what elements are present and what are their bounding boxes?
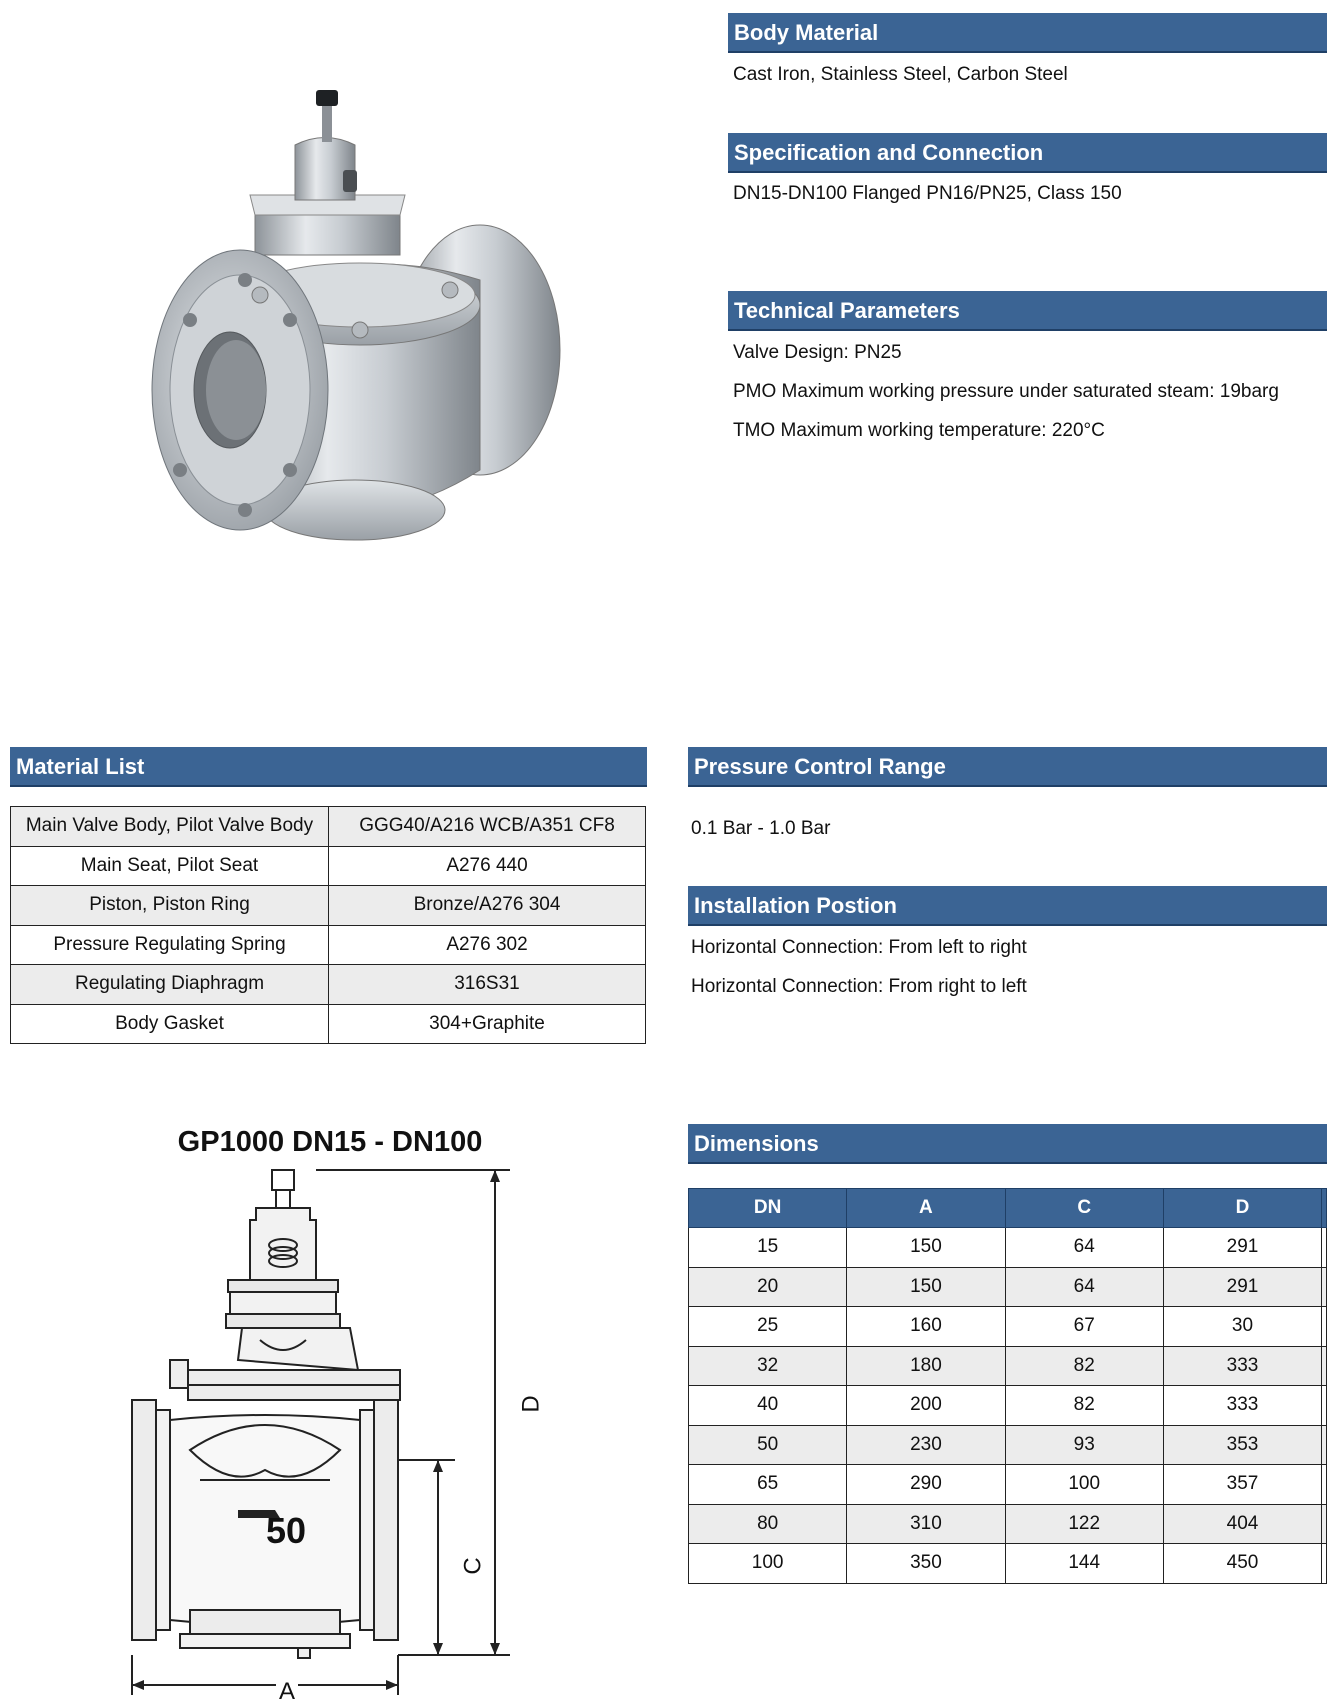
dimension-label-c: C xyxy=(460,1554,488,1577)
dimensions-cell: 122 xyxy=(1005,1504,1163,1544)
technical-line: PMO Maximum working pressure under saturated steam: 19barg xyxy=(733,381,1279,402)
dimensions-cell: 32 xyxy=(689,1346,847,1386)
dimensions-cell: 150 xyxy=(847,1228,1005,1268)
dimensions-column-header: D xyxy=(1163,1189,1321,1228)
dimensions-cell: 50 xyxy=(689,1425,847,1465)
dimensions-cell: 333 xyxy=(1163,1386,1321,1426)
dimensions-cell: 67 xyxy=(1005,1307,1163,1347)
dimension-label-a: A xyxy=(276,1678,298,1706)
material-value: Bronze/A276 304 xyxy=(329,886,646,926)
material-value: GGG40/A216 WCB/A351 CF8 xyxy=(329,807,646,847)
dimensions-cell: 144 xyxy=(1005,1544,1163,1584)
dimensions-row xyxy=(689,1228,1327,1268)
dimensions-cell: 100 xyxy=(1005,1465,1163,1505)
dimensions-cell: 150 xyxy=(847,1267,1005,1307)
dimensions-cell xyxy=(1322,1386,1327,1426)
dimensions-cell: 160 xyxy=(847,1307,1005,1347)
material-list-header: Material List xyxy=(10,747,647,787)
material-part: Main Valve Body, Pilot Valve Body xyxy=(11,807,329,847)
dimensions-cell: 357 xyxy=(1163,1465,1321,1505)
material-part: Main Seat, Pilot Seat xyxy=(11,846,329,886)
dimensions-cell: 230 xyxy=(847,1425,1005,1465)
pressure-range-text: 0.1 Bar - 1.0 Bar xyxy=(691,818,831,839)
dimensions-row xyxy=(689,1267,1327,1307)
installation-line: Horizontal Connection: From left to right xyxy=(691,937,1027,958)
dimensions-row xyxy=(689,1307,1327,1347)
dimensions-row xyxy=(689,1346,1327,1386)
material-value: 304+Graphite xyxy=(329,1004,646,1044)
dimensions-column-header: DN xyxy=(689,1189,847,1228)
dimensions-cell: 40 xyxy=(689,1386,847,1426)
dimensions-row xyxy=(689,1425,1327,1465)
dimensions-column-header: C xyxy=(1005,1189,1163,1228)
drawing-body-number: 50 xyxy=(266,1510,307,1551)
installation-line: Horizontal Connection: From right to left xyxy=(691,976,1027,997)
body-material-text: Cast Iron, Stainless Steel, Carbon Steel xyxy=(733,64,1068,85)
dimensions-cell: 333 xyxy=(1163,1346,1321,1386)
material-row xyxy=(11,846,646,886)
dimensions-cell: 65 xyxy=(689,1465,847,1505)
dimension-label-d: D xyxy=(518,1392,546,1415)
dimensions-header: Dimensions xyxy=(688,1124,1327,1164)
dimensions-cell: 82 xyxy=(1005,1386,1163,1426)
material-part: Piston, Piston Ring xyxy=(11,886,329,926)
dimensions-column-header: A xyxy=(847,1189,1005,1228)
drawing-title: GP1000 DN15 - DN100 xyxy=(177,1126,483,1158)
valve-technical-drawing xyxy=(130,1160,560,1700)
pressure-range-header: Pressure Control Range xyxy=(688,747,1327,787)
material-table xyxy=(10,806,646,1044)
technical-line: TMO Maximum working temperature: 220°C xyxy=(733,420,1105,441)
dimensions-cell: 450 xyxy=(1163,1544,1321,1584)
dimensions-cell: 100 xyxy=(689,1544,847,1584)
dimensions-cell xyxy=(1322,1425,1327,1465)
dimensions-cell xyxy=(1322,1346,1327,1386)
dimensions-cell: 350 xyxy=(847,1544,1005,1584)
dimensions-cell: 93 xyxy=(1005,1425,1163,1465)
dimensions-cell xyxy=(1322,1267,1327,1307)
material-part: Body Gasket xyxy=(11,1004,329,1044)
dimensions-cell: 20 xyxy=(689,1267,847,1307)
material-row xyxy=(11,965,646,1005)
technical-parameters-header: Technical Parameters xyxy=(728,291,1327,331)
dimensions-cell: 64 xyxy=(1005,1228,1163,1268)
material-row xyxy=(11,807,646,847)
material-row xyxy=(11,1004,646,1044)
material-value: A276 440 xyxy=(329,846,646,886)
technical-line: Valve Design: PN25 xyxy=(733,342,902,363)
material-part: Pressure Regulating Spring xyxy=(11,925,329,965)
dimensions-cell xyxy=(1322,1307,1327,1347)
dimensions-cell: 15 xyxy=(689,1228,847,1268)
dimensions-cell: 404 xyxy=(1163,1504,1321,1544)
dimensions-cell: 291 xyxy=(1163,1228,1321,1268)
body-material-header: Body Material xyxy=(728,13,1327,53)
dimensions-cell: 82 xyxy=(1005,1346,1163,1386)
dimensions-cell: 291 xyxy=(1163,1267,1321,1307)
dimensions-row xyxy=(689,1465,1327,1505)
valve-product-photo xyxy=(150,90,570,610)
dimensions-table xyxy=(688,1188,1327,1584)
installation-header: Installation Postion xyxy=(688,886,1327,926)
material-row xyxy=(11,886,646,926)
dimensions-cell: 290 xyxy=(847,1465,1005,1505)
dimensions-cell xyxy=(1322,1228,1327,1268)
spec-connection-text: DN15-DN100 Flanged PN16/PN25, Class 150 xyxy=(733,183,1122,204)
dimensions-cell: 310 xyxy=(847,1504,1005,1544)
dimensions-row xyxy=(689,1504,1327,1544)
dimensions-column-header xyxy=(1322,1189,1327,1228)
material-part: Regulating Diaphragm xyxy=(11,965,329,1005)
dimensions-cell: 64 xyxy=(1005,1267,1163,1307)
dimensions-cell: 80 xyxy=(689,1504,847,1544)
dimensions-row xyxy=(689,1544,1327,1584)
dimensions-cell xyxy=(1322,1465,1327,1505)
dimensions-cell: 25 xyxy=(689,1307,847,1347)
dimensions-row xyxy=(689,1386,1327,1426)
dimensions-cell: 353 xyxy=(1163,1425,1321,1465)
material-value: A276 302 xyxy=(329,925,646,965)
spec-connection-header: Specification and Connection xyxy=(728,133,1327,173)
dimensions-cell: 200 xyxy=(847,1386,1005,1426)
dimensions-cell xyxy=(1322,1544,1327,1584)
material-value: 316S31 xyxy=(329,965,646,1005)
dimensions-cell xyxy=(1322,1504,1327,1544)
material-row xyxy=(11,925,646,965)
dimensions-cell: 30 xyxy=(1163,1307,1321,1347)
dimensions-cell: 180 xyxy=(847,1346,1005,1386)
